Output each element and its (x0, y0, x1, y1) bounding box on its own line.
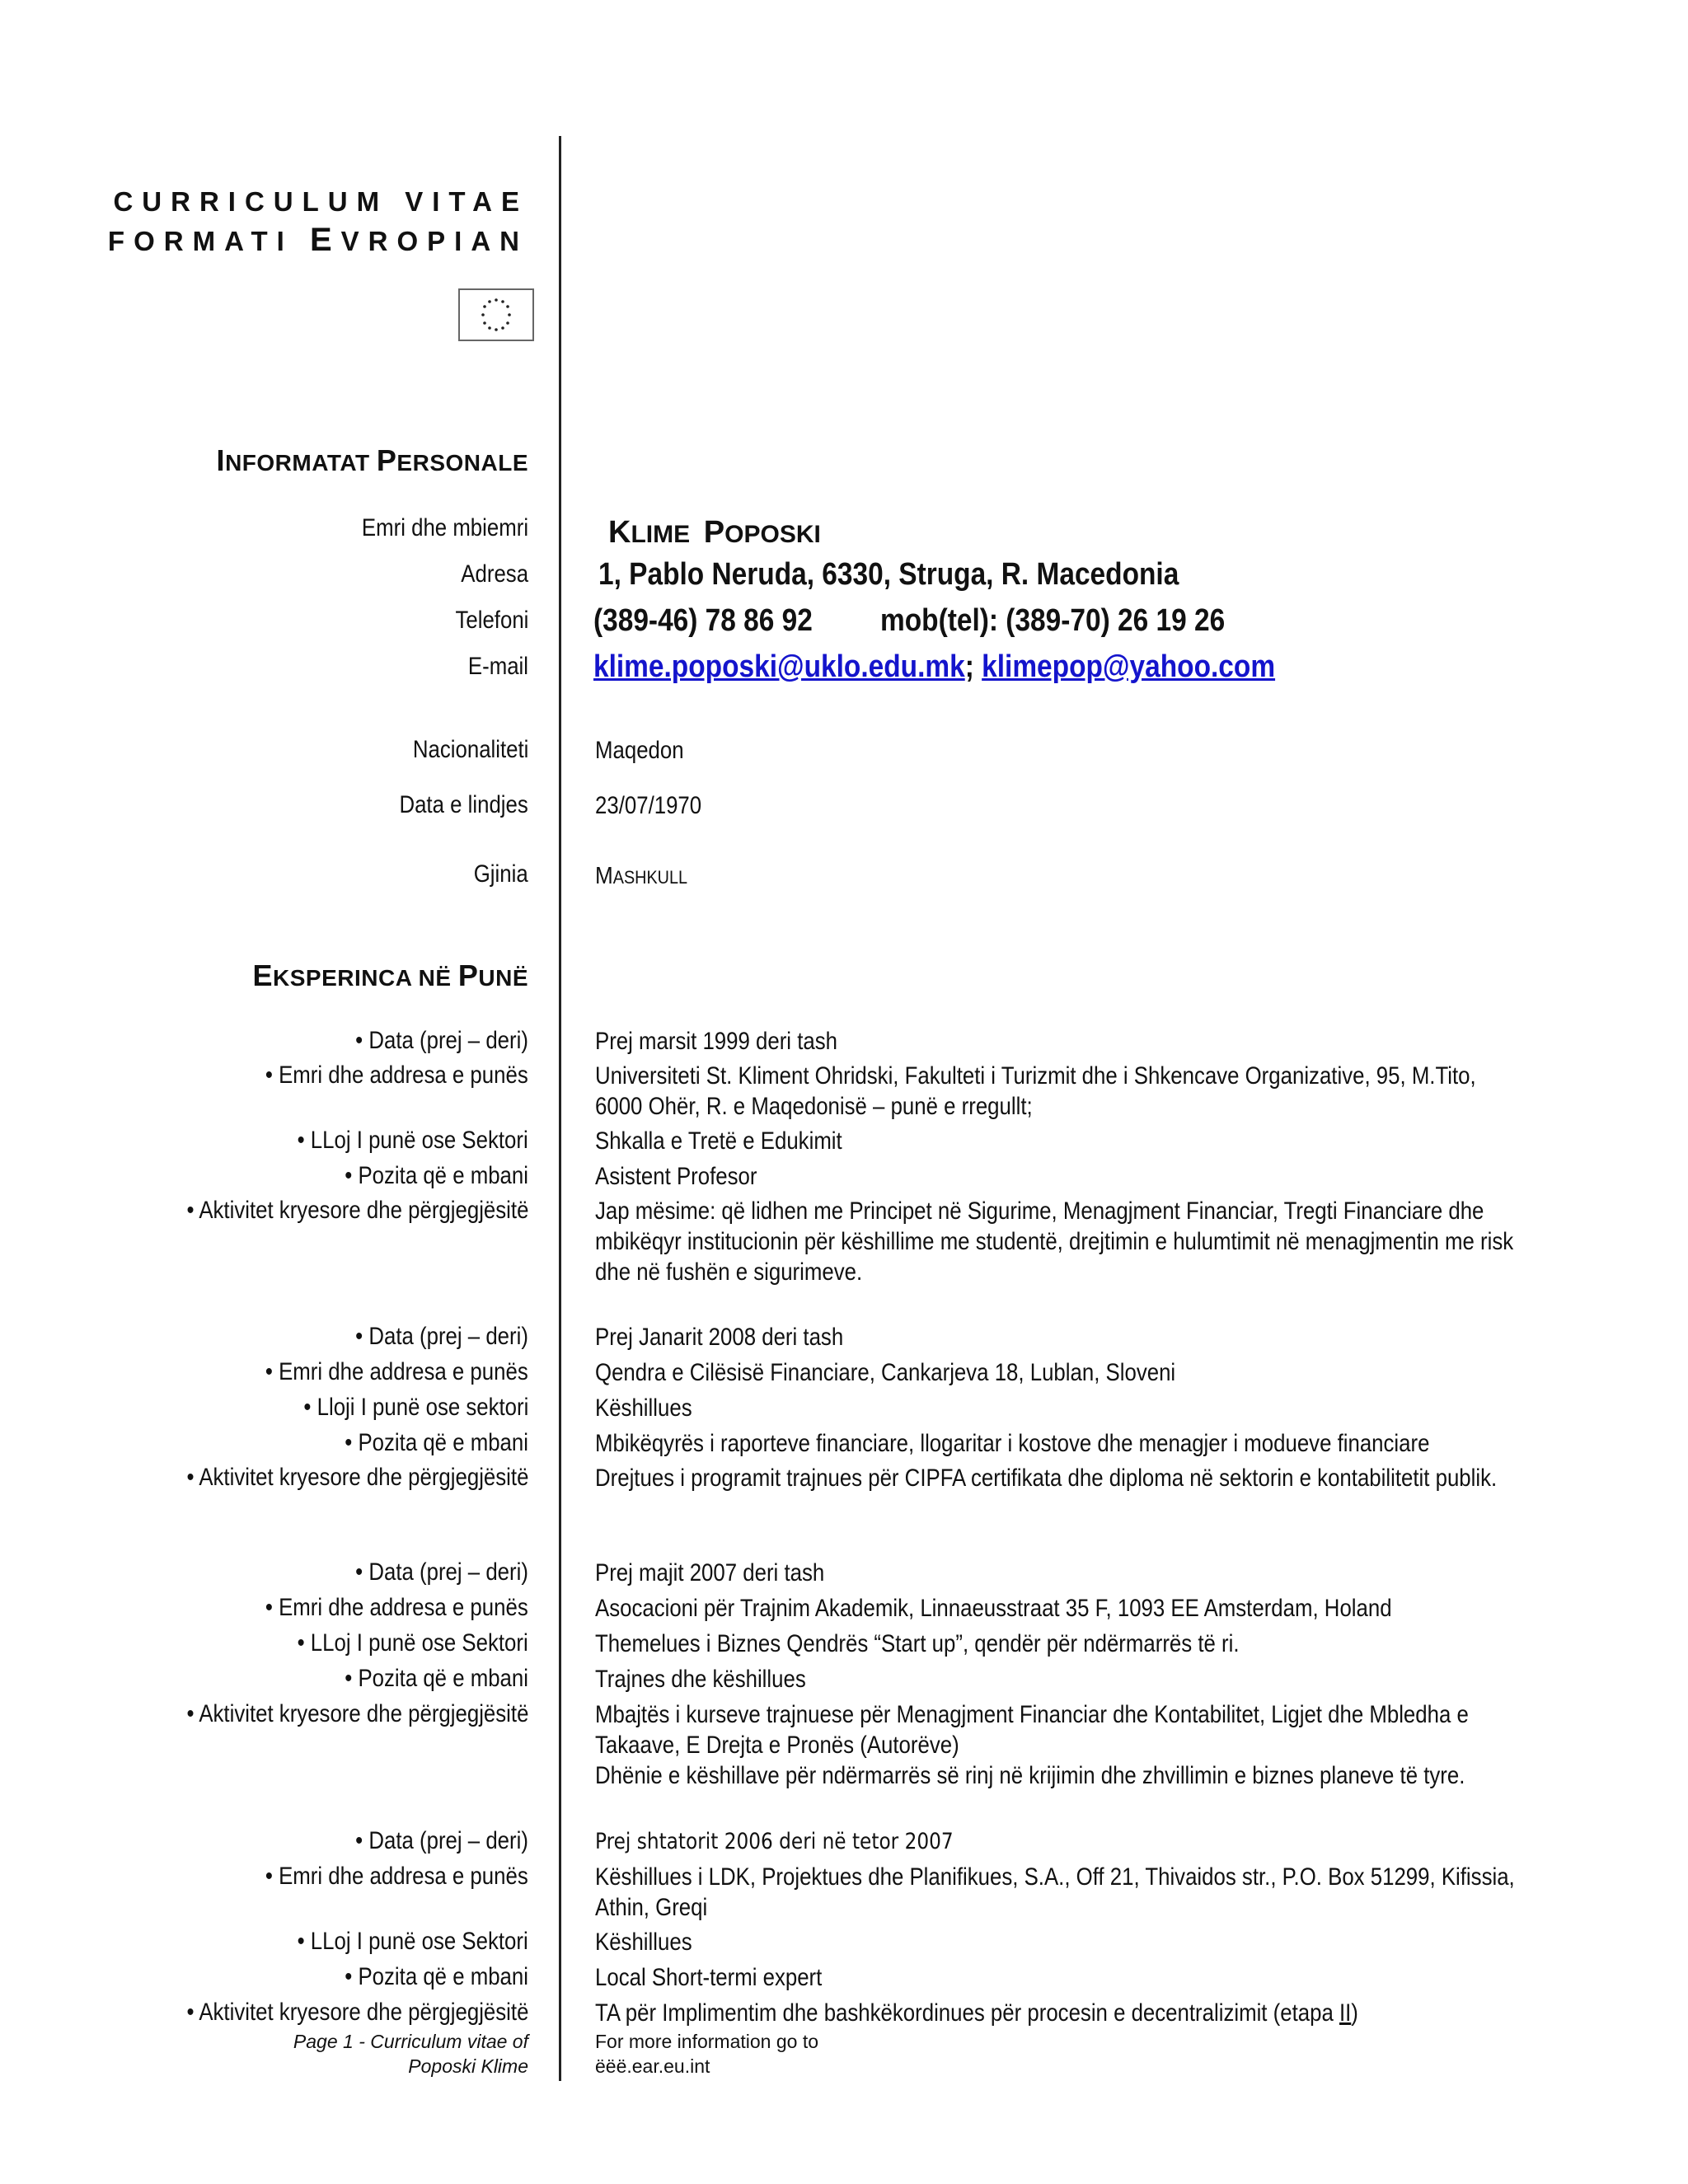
page-footer-left: Page 1 - Curriculum vitae of Poposki Klime (293, 2031, 528, 2077)
label-position: • Pozita që e mbani (345, 1963, 528, 1990)
label-position: • Pozita që e mbani (345, 1429, 528, 1456)
label-date: • Data (prej – deri) (355, 1827, 528, 1854)
label-activities: • Aktivitet kryesore dhe përgjegjësitë (186, 1464, 528, 1491)
entry-sector: Themelues i Biznes Qendrës “Start up”, qendër për ndërmarrës të ri. (595, 1630, 1240, 1657)
entry-employer: Asocacioni për Trajnim Akademik, Linnaeusstraat 35 F, 1093 EE Amsterdam, Holand (595, 1595, 1392, 1622)
entry-position: Trajnes dhe këshillues (595, 1666, 806, 1693)
full-name: KLIME POPOSKI (608, 515, 821, 550)
label-employer: • Emri dhe addresa e punës (265, 1358, 528, 1385)
entry-activities: Drejtues i programit trajnues për CIPFA certifikata dhe diploma në sektorin e kontabilitetit publik. (595, 1465, 1498, 1492)
entry-date: Prej shtatorit 2006 deri në tetor 2007 (595, 1829, 954, 1854)
email-link-uklo[interactable]: klime.poposki@uklo.edu.mk (593, 649, 965, 684)
phone-value: (389-46) 78 86 92 (593, 603, 813, 638)
birth-value: 23/07/1970 (595, 792, 702, 819)
label-email: E-mail (467, 653, 528, 680)
nationality-value: Maqedon (595, 737, 684, 764)
entry-position: Asistent Profesor (595, 1163, 757, 1190)
label-gender: Gjinia (474, 860, 528, 888)
label-employer: • Emri dhe addresa e punës (265, 1863, 528, 1890)
label-date: • Data (prej – deri) (355, 1027, 528, 1054)
label-nationality: Nacionaliteti (412, 736, 528, 763)
entry-sector: Këshillues (595, 1394, 692, 1422)
page-footer-right: For more information go to ëëë.ear.eu.int (595, 2031, 819, 2077)
label-date: • Data (prej – deri) (355, 1558, 528, 1586)
label-employer: • Emri dhe addresa e punës (265, 1594, 528, 1621)
label-position: • Pozita që e mbani (345, 1162, 528, 1189)
entry-employer: Këshillues i LDK, Projektues dhe Planifikues, S.A., Off 21, Thivaidos str., P.O. Box 51299, Kifissia, Athin, Greqi (595, 1863, 1515, 1921)
entry-date: Prej Janarit 2008 deri tash (595, 1324, 844, 1351)
entry-position: Local Short-termi expert (595, 1964, 823, 1991)
label-sector: • Lloji I punë ose sektori (303, 1394, 528, 1421)
entry-employer: Qendra e Cilësisë Financiare, Cankarjeva 18, Lublan, Sloveni (595, 1359, 1176, 1386)
cv-title-line2: FORMATI EVROPIAN (107, 222, 528, 258)
cv-title (108, 183, 528, 260)
entry-employer: Universiteti St. Kliment Ohridski, Fakulteti i Turizmit dhe i Shkencave Organizative, 95, M.Tito, 6000 Ohër, R. e Maqedonisë – punë e rregullt; (595, 1062, 1476, 1120)
label-date: • Data (prej – deri) (355, 1323, 528, 1350)
mobile-value: mob(tel): (389-70) 26 19 26 (880, 603, 1226, 638)
vertical-divider (559, 136, 561, 2081)
entry-position: Mbikëqyrës i raporteve financiare, llogaritar i kostove dhe menagjer i modueve financiare (595, 1430, 1430, 1457)
footer-link[interactable]: ëëë.ear.eu.int (595, 2055, 710, 2077)
label-sector: • LLoj I punë ose Sektori (297, 1928, 528, 1955)
label-sector: • LLoj I punë ose Sektori (297, 1629, 528, 1657)
label-activities: • Aktivitet kryesore dhe përgjegjësitë (186, 1999, 528, 2026)
entry-sector: Shkalla e Tretë e Edukimit (595, 1127, 842, 1155)
email-link-yahoo[interactable]: klimepop@yahoo.com (982, 649, 1276, 684)
entry-date: Prej majit 2007 deri tash (595, 1559, 825, 1586)
label-position: • Pozita që e mbani (345, 1665, 528, 1692)
entry-date: Prej marsit 1999 deri tash (595, 1028, 837, 1055)
entry-activities: Jap mësime: që lidhen me Principet në Sigurime, Menagjment Financiar, Tregti Financiare dhe mbikëqyr institucionin për këshillime me studentë, drejtimin e hulumtimit në menagjmentin me risk dhe në fushën e sigurimeve. (595, 1197, 1514, 1286)
entry-activities: TA për Implimentim dhe bashkëkordinues për procesin e decentralizimit (etapa II) (595, 1999, 1358, 2027)
eu-flag-icon (458, 288, 534, 341)
email-values: klime.poposki@uklo.edu.mk; klimepop@yahoo.com (593, 649, 1276, 684)
label-birth: Data e lindjes (399, 791, 528, 818)
entry-sector: Këshillues (595, 1929, 692, 1956)
entry-activities: Mbajtës i kurseve trajnuese për Menagjment Financiar dhe Kontabilitet, Ligjet dhe Mbledha e Takaave, E Drejta e Pronës (Autorëve) Dhënie e këshillave për ndërmarrës së rinj në krijimin dhe zhvillimin e biznes planeve të tyre. (595, 1701, 1469, 1789)
address-value: 1, Pablo Neruda, 6330, Struga, R. Macedonia (598, 557, 1179, 592)
label-address: Adresa (461, 560, 528, 588)
section-work-experience: EKSPERINCA NË PUNË (252, 958, 528, 992)
label-employer: • Emri dhe addresa e punës (265, 1062, 528, 1089)
label-activities: • Aktivitet kryesore dhe përgjegjësitë (186, 1197, 528, 1224)
cv-title-line1: CURRICULUM VITAE (113, 186, 528, 217)
section-personal-info: INFORMATAT PERSONALE (216, 443, 528, 477)
label-activities: • Aktivitet kryesore dhe përgjegjësitë (186, 1700, 528, 1727)
gender-value: MASHKULL (595, 863, 688, 889)
label-sector: • LLoj I punë ose Sektori (297, 1127, 528, 1154)
label-phone: Telefoni (455, 607, 528, 634)
label-name: Emri dhe mbiemri (361, 514, 528, 541)
